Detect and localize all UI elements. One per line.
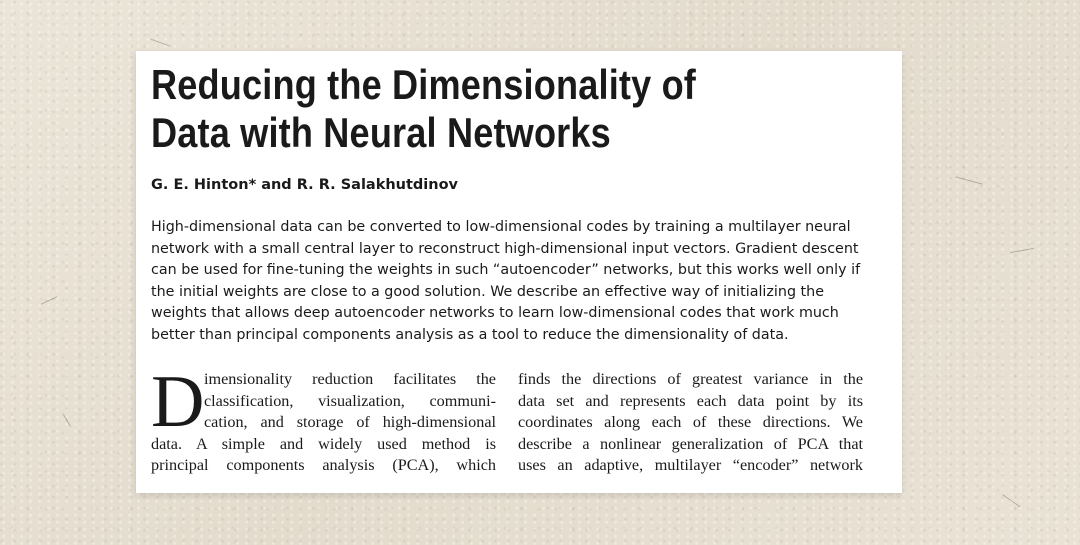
body-line: data. A simple and widely used method is: [151, 434, 496, 453]
abstract-line: network with a small central layer to reconstruct high-dimensional input vectors. Gradient descent: [151, 240, 859, 257]
body-line: coordinates along each of these directions. We: [518, 413, 863, 432]
title-line: Reducing the Dimensionality of: [151, 61, 697, 108]
body-line: uses an adaptive, multilayer “encoder” network: [518, 456, 863, 475]
paper-title: [151, 61, 787, 157]
paper-fiber: [150, 39, 169, 47]
paper-fiber: [1010, 248, 1034, 253]
abstract-line: better than principal components analysis as a tool to reduce the dimensionality of data.: [151, 326, 789, 343]
body-line: cation, and storage of high-dimensional: [204, 413, 496, 432]
paper-page: [136, 51, 902, 493]
body-line: classification, visualization, communi-: [204, 391, 496, 410]
body-column-right: [518, 369, 863, 477]
paper-fiber: [955, 176, 982, 184]
abstract-line: High-dimensional data can be converted to low-dimensional codes by training a multilayer neural: [151, 219, 851, 235]
body-line: finds the directions of greatest variance in the: [518, 370, 863, 388]
title-line: Data with Neural Networks: [151, 109, 611, 156]
abstract-line: can be used for fine-tuning the weights in such “autoencoder” networks, but this works well only if: [151, 262, 861, 278]
body-line: describe a nonlinear generalization of PCA that: [518, 434, 863, 453]
drop-cap: D: [151, 361, 205, 443]
paper-authors: G. E. Hinton* and R. R. Salakhutdinov: [151, 177, 458, 193]
paper-fiber: [1002, 494, 1021, 507]
paper-fiber: [41, 296, 58, 305]
body-column-left: [151, 361, 496, 477]
paper-abstract: [151, 217, 891, 346]
body-line: imensionality reduction facilitates the: [204, 370, 496, 388]
body-line: data set and represents each data point by its: [518, 391, 863, 410]
abstract-line: the initial weights are close to a good solution. We describe an effective way of initializing the: [151, 283, 825, 300]
body-line: principal components analysis (PCA), which: [151, 456, 496, 475]
paper-fiber: [63, 414, 71, 427]
abstract-line: weights that allows deep autoencoder networks to learn low-dimensional codes that work much: [151, 305, 839, 321]
